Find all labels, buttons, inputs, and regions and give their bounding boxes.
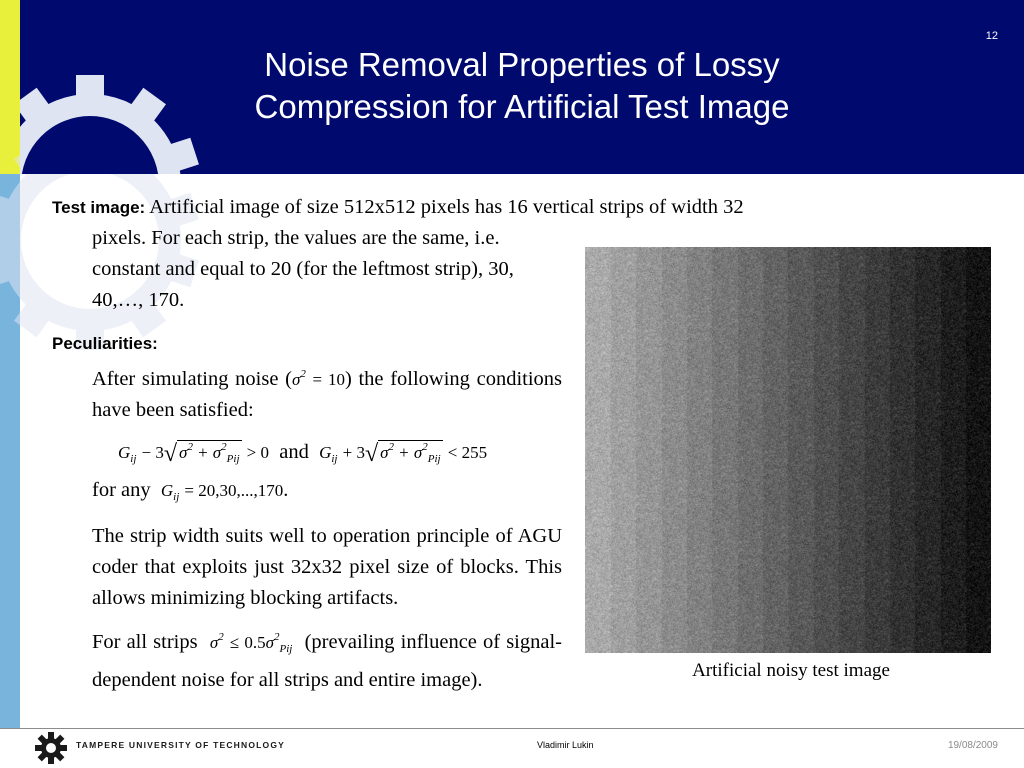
footer-divider xyxy=(0,728,1024,729)
for-all-strips-paragraph: For all strips $\sigma^2 \le 0.5\sigma^2_{Pij}$ (prevailing influence of signal-dependent noise for all strips and entire image). xyxy=(92,631,562,691)
slide-title xyxy=(20,44,1024,128)
author-name: Vladimir Lukin xyxy=(537,740,594,750)
test-image-text-line1: Artificial image of size 512x512 pixels has 16 vertical strips of width 32 xyxy=(145,196,744,218)
university-gear-logo-icon xyxy=(34,731,68,765)
sigma-formula: $\sigma^2$ xyxy=(291,368,306,389)
noise-paragraph: After simulating noise $(\sigma^2 = 10)$ the following conditions have been satisfied: xyxy=(92,368,563,421)
test-image-label: Test image: xyxy=(52,198,146,217)
conditions-formula: $G_{ij} - 3√$ $\sigma^2 + \sigma^2_{Pij} > 0$ and $G_{ij} + 3√$ $\sigma^2 + \sigma^2_{Pij} < 255$ xyxy=(118,441,488,467)
peculiarities-block xyxy=(92,359,562,696)
test-image-text-rest: pixels. For each strip, the values are the same, i.e. constant and equal to 20 (for the leftmost strip), 30, 40,…, 170. xyxy=(92,227,514,311)
strip-width-paragraph: The strip width suits well to operation principle of AGU coder that exploits just 32x32 pixel size of blocks. This allows minimizing blocking artifacts. xyxy=(92,525,562,609)
peculiarities-label: Peculiarities: xyxy=(52,334,158,353)
image-caption: Artificial noisy test image xyxy=(692,660,890,681)
university-name: TAMPERE UNIVERSITY OF TECHNOLOGY xyxy=(76,740,286,750)
slide-number: 12 xyxy=(985,30,998,42)
title-line-1: Noise Removal Properties of Lossy xyxy=(264,46,780,83)
artificial-test-image xyxy=(585,247,991,653)
slide-date: 19/08/2009 xyxy=(947,740,998,751)
for-any-line: for any $G_{ij} = 20,30,...,170$. xyxy=(92,479,289,503)
title-line-2: Compression for Artificial Test Image xyxy=(254,88,790,125)
test-image-paragraph xyxy=(52,192,964,223)
